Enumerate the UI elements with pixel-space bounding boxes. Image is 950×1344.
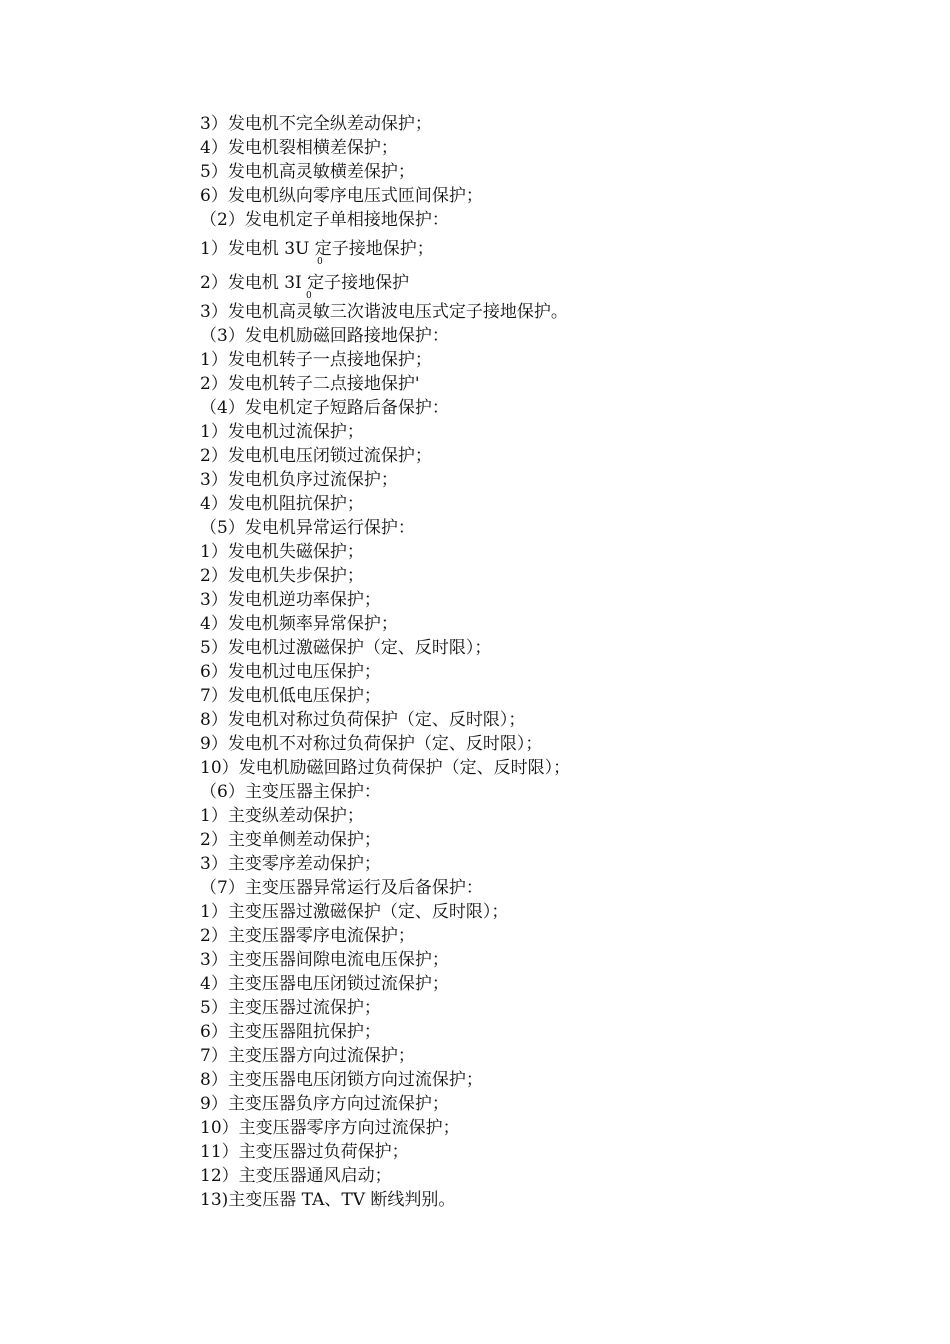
text-line-41: 9）主变压器负序方向过流保护；: [200, 1094, 449, 1114]
text-line-29: 1）主变纵差动保护；: [200, 806, 364, 826]
text-line-10: 1）发电机转子一点接地保护；: [200, 350, 432, 370]
text-line-31: 3）主变零序差动保护；: [200, 854, 381, 874]
text-line-38: 6）主变压器阻抗保护；: [200, 1022, 381, 1042]
text-line-45: 13)主变压器 TA、TV 断线判别。: [200, 1190, 456, 1210]
document-page: [200, 112, 900, 1212]
text-line-36: 4）主变压器电压闭锁过流保护；: [200, 974, 449, 994]
text-line-14: 2）发电机电压闭锁过流保护；: [200, 446, 432, 466]
text-line-30: 2）主变单侧差动保护；: [200, 830, 381, 850]
section-heading-7: （7）主变压器异常运行及后备保护：: [200, 878, 483, 898]
text-line-26: 9）发电机不对称过负荷保护（定、反时限）；: [200, 734, 543, 754]
text-line-33: 1）主变压器过激磁保护（定、反时限）；: [200, 902, 509, 922]
text-line-3i0: [200, 266, 900, 300]
text-line-16: 4）发电机阻抗保护；: [200, 494, 364, 514]
text-line-40: 8）主变压器电压闭锁方向过流保护；: [200, 1070, 483, 1090]
text-line-22: 5）发电机过激磁保护（定、反时限）；: [200, 638, 492, 658]
section-heading-2: （2）发电机定子单相接地保护：: [200, 210, 449, 230]
text-line-21: 4）发电机频率异常保护；: [200, 614, 398, 634]
text-line-42: 10）主变压器零序方向过流保护；: [200, 1118, 460, 1138]
text-line-3u0: [200, 232, 900, 266]
text-line-27: 10）发电机励磁回路过负荷保护（定、反时限）；: [200, 758, 571, 778]
text-line-34: 2）主变压器零序电流保护；: [200, 926, 415, 946]
text-line-8: 3）发电机高灵敏三次谐波电压式定子接地保护。: [200, 302, 568, 322]
text-line-3i0-text: 2）发电机 3I 定子接地保护: [200, 273, 410, 293]
section-heading-3: （3）发电机励磁回路接地保护：: [200, 326, 449, 346]
text-line-20: 3）发电机逆功率保护；: [200, 590, 381, 610]
text-line-35: 3）主变压器间隙电流电压保护；: [200, 950, 449, 970]
subscript-zero: 0: [306, 291, 312, 301]
text-line-18: 1）发电机失磁保护；: [200, 542, 364, 562]
text-line-1: 3）发电机不完全纵差动保护；: [200, 114, 432, 134]
text-line-3u0-text: 1）发电机 3U 定子接地保护；: [200, 239, 434, 259]
text-line-43: 11）主变压器过负荷保护；: [200, 1142, 409, 1162]
text-line-23: 6）发电机过电压保护；: [200, 662, 381, 682]
text-line-44: 12）主变压器通风启动；: [200, 1166, 392, 1186]
section-heading-4: （4）发电机定子短路后备保护：: [200, 398, 449, 418]
text-line-2: 4）发电机裂相横差保护；: [200, 138, 398, 158]
text-line-3: 5）发电机高灵敏横差保护；: [200, 162, 415, 182]
text-line-19: 2）发电机失步保护；: [200, 566, 364, 586]
section-heading-5: （5）发电机异常运行保护：: [200, 518, 415, 538]
text-line-24: 7）发电机低电压保护；: [200, 686, 381, 706]
text-line-11: 2）发电机转子二点接地保护': [200, 374, 420, 394]
section-heading-6: （6）主变压器主保护：: [200, 782, 381, 802]
text-line-25: 8）发电机对称过负荷保护（定、反时限）；: [200, 710, 526, 730]
text-line-37: 5）主变压器过流保护；: [200, 998, 381, 1018]
text-line-39: 7）主变压器方向过流保护；: [200, 1046, 415, 1066]
text-line-4: 6）发电机纵向零序电压式匝间保护；: [200, 186, 483, 206]
text-line-13: 1）发电机过流保护；: [200, 422, 364, 442]
text-line-15: 3）发电机负序过流保护；: [200, 470, 398, 490]
subscript-zero: 0: [317, 257, 323, 267]
